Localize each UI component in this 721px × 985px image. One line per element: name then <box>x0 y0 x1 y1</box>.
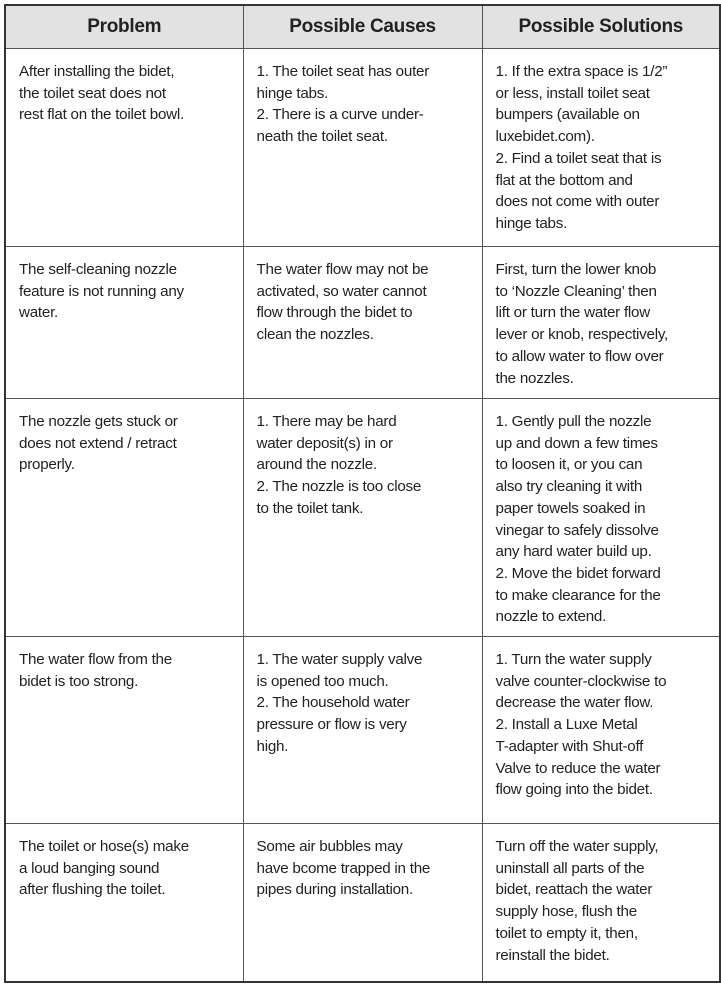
cell-text-line: 2. The nozzle is too close <box>256 478 422 496</box>
cell-text-line: 1. The toilet seat has outer <box>256 63 430 80</box>
cell-text-line: 2. Install a Luxe Metal <box>495 716 638 734</box>
solutions-cell <box>482 247 720 399</box>
cell-text-line: supply hose, flush the <box>495 903 637 921</box>
cell-text-line: nozzle to extend. <box>495 608 607 626</box>
cell-text-line: The nozzle gets stuck or <box>19 413 178 430</box>
cell-text-line: flow through the bidet to <box>256 304 413 322</box>
cell-text-line: Turn off the water supply, <box>495 838 659 855</box>
cell-text-line: lift or turn the water flow <box>495 304 650 322</box>
header-possible-causes: Possible Causes <box>243 5 482 49</box>
cell-text-line: water deposit(s) in or <box>256 434 393 452</box>
table-row <box>5 49 720 247</box>
cell-text-line: bidet, reattach the water <box>495 881 653 899</box>
cell-text-line: a loud banging sound <box>19 859 160 877</box>
cell-text-line: valve counter-clockwise to <box>495 672 667 690</box>
cell-text-line: around the nozzle. <box>256 456 377 474</box>
cell-text-line: up and down a few times <box>495 434 658 452</box>
cell-text-line: First, turn the lower knob <box>495 261 657 278</box>
cell-text-line: flat at the bottom and <box>495 171 633 189</box>
cell-text-line: the toilet seat does not <box>19 84 166 102</box>
causes-cell <box>243 637 482 824</box>
problem-cell <box>5 247 243 399</box>
troubleshooting-table <box>4 4 721 983</box>
cell-text-line: 1. If the extra space is 1/2” <box>495 63 668 80</box>
problem-cell <box>5 824 243 982</box>
cell-text-line: clean the nozzles. <box>256 326 374 344</box>
cell-text-line: T-adapter with Shut-off <box>495 737 644 755</box>
cell-text-line: paper towels soaked in <box>495 499 646 517</box>
cell-text-line: does not extend / retract <box>19 434 177 452</box>
cell-text-line: lever or knob, respectively, <box>495 326 669 344</box>
solutions-cell <box>482 824 720 982</box>
cell-text-line: reinstall the bidet. <box>495 946 610 964</box>
cell-text-line: 2. Find a toilet seat that is <box>495 149 662 167</box>
solutions-cell <box>482 637 720 824</box>
cell-text-line: rest flat on the toilet bowl. <box>19 106 184 124</box>
causes-cell <box>243 824 482 982</box>
cell-text-line: neath the toilet seat. <box>256 128 388 146</box>
cell-text-line: 1. There may be hard <box>256 413 397 430</box>
causes-cell <box>243 399 482 637</box>
causes-cell <box>243 49 482 247</box>
cell-text-line: 2. Move the bidet forward <box>495 564 661 582</box>
cell-text-line: 1. The water supply valve <box>256 651 423 668</box>
cell-text-line: Valve to reduce the water <box>495 759 661 777</box>
cell-text-line: flow going into the bidet. <box>495 781 653 799</box>
cell-text-line: uninstall all parts of the <box>495 859 645 877</box>
cell-text-line: to ‘Nozzle Cleaning’ then <box>495 282 657 300</box>
cell-text-line: The water flow may not be <box>256 261 429 278</box>
cell-text-line: luxebidet.com). <box>495 128 595 146</box>
header-row <box>5 5 720 49</box>
cell-text-line: toilet to empty it, then, <box>495 924 638 942</box>
header-possible-solutions: Possible Solutions <box>482 5 720 49</box>
cell-text-line: After installing the bidet, <box>19 63 175 80</box>
cell-text-line: have bcome trapped in the <box>256 859 431 877</box>
problem-cell <box>5 49 243 247</box>
cell-text-line: The toilet or hose(s) make <box>19 838 189 855</box>
cell-text-line: to loosen it, or you can <box>495 456 643 474</box>
cell-text-line: 2. The household water <box>256 694 410 712</box>
table-row <box>5 247 720 399</box>
cell-text-line: to make clearance for the <box>495 586 661 604</box>
cell-text-line: bumpers (available on <box>495 106 640 124</box>
cell-text-line: decrease the water flow. <box>495 694 654 712</box>
cell-text-line: hinge tabs. <box>495 214 568 232</box>
table-row <box>5 399 720 637</box>
cell-text-line: also try cleaning it with <box>495 478 643 496</box>
cell-text-line: any hard water build up. <box>495 543 652 561</box>
cell-text-line: pipes during installation. <box>256 881 413 899</box>
cell-text-line: to allow water to flow over <box>495 347 664 365</box>
cell-text-line: 1. Gently pull the nozzle <box>495 413 652 430</box>
cell-text-line: The water flow from the <box>19 651 172 668</box>
cell-text-line: Some air bubbles may <box>256 838 403 855</box>
table-row <box>5 824 720 982</box>
cell-text-line: the nozzles. <box>495 369 574 387</box>
cell-text-line: to the toilet tank. <box>256 499 364 517</box>
cell-text-line: water. <box>19 304 59 322</box>
cell-text-line: or less, install toilet seat <box>495 84 650 102</box>
table-row <box>5 637 720 824</box>
problem-cell <box>5 399 243 637</box>
cell-text-line: properly. <box>19 456 75 474</box>
solutions-cell <box>482 399 720 637</box>
cell-text-line: 2. There is a curve under- <box>256 106 424 124</box>
cell-text-line: bidet is too strong. <box>19 672 139 690</box>
cell-text-line: 1. Turn the water supply <box>495 651 652 668</box>
cell-text-line: The self-cleaning nozzle <box>19 261 177 278</box>
cell-text-line: after flushing the toilet. <box>19 881 166 899</box>
header-problem: Problem <box>5 5 243 49</box>
solutions-cell <box>482 49 720 247</box>
cell-text-line: pressure or flow is very <box>256 716 407 734</box>
cell-text-line: feature is not running any <box>19 282 184 300</box>
problem-cell <box>5 637 243 824</box>
cell-text-line: does not come with outer <box>495 193 660 211</box>
cell-text-line: hinge tabs. <box>256 84 329 102</box>
cell-text-line: vinegar to safely dissolve <box>495 521 659 539</box>
causes-cell <box>243 247 482 399</box>
cell-text-line: activated, so water cannot <box>256 282 427 300</box>
cell-text-line: is opened too much. <box>256 672 389 690</box>
cell-text-line: high. <box>256 737 289 755</box>
